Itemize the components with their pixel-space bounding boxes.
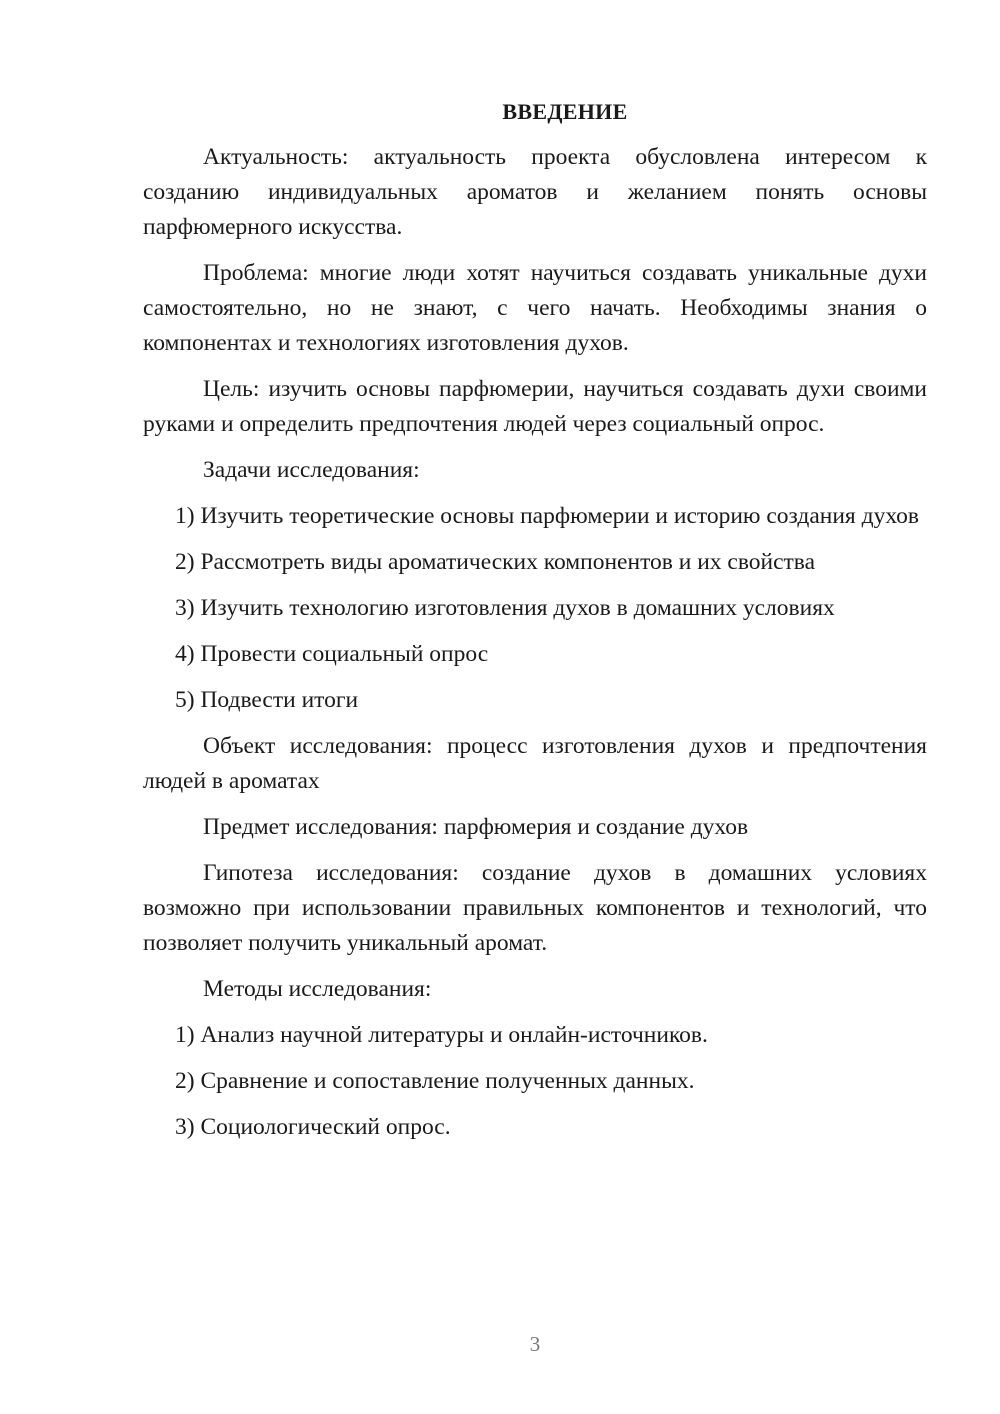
methods-heading: Методы исследования:: [203, 976, 432, 1002]
method-item: 3) Социологический опрос.: [175, 1114, 451, 1140]
task-item: 2) Рассмотреть виды ароматических компонентов и их свойства: [175, 549, 816, 575]
goal-paragraph: Цель: изучить основы парфюмерии, научиться создавать духи своими руками и определить предпочтения людей через социальный опрос.: [143, 376, 927, 437]
page-number: 3: [529, 1332, 541, 1356]
task-item: 1) Изучить теоретические основы парфюмерии и историю создания духов: [175, 503, 920, 529]
section-heading: ВВЕДЕНИЕ: [502, 99, 628, 124]
method-item: 2) Сравнение и сопоставление полученных данных.: [175, 1068, 695, 1094]
task-item: 5) Подвести итоги: [175, 687, 359, 713]
method-item: 1) Анализ научной литературы и онлайн-источников.: [175, 1022, 708, 1048]
page-content: [143, 94, 927, 1156]
problem-paragraph: Проблема: многие люди хотят научиться создавать уникальные духи самостоятельно, но не знают, с чего начать. Необходимы знания о компонентах и технологиях изготовления духов.: [143, 260, 927, 356]
task-item: 3) Изучить технологию изготовления духов в домашних условиях: [175, 595, 835, 621]
tasks-heading: Задачи исследования:: [203, 457, 420, 483]
object-paragraph: Объект исследования: процесс изготовления духов и предпочтения людей в ароматах: [143, 733, 927, 794]
subject-paragraph: Предмет исследования: парфюмерия и создание духов: [203, 814, 749, 840]
relevance-paragraph: Актуальность: актуальность проекта обусловлена интересом к созданию индивидуальных ароматов и желанием понять основы парфюмерного искусства.: [143, 144, 927, 240]
hypothesis-paragraph: Гипотеза исследования: создание духов в домашних условиях возможно при использовании правильных компонентов и технологий, что позволяет получить уникальный аромат.: [143, 860, 927, 956]
task-item: 4) Провести социальный опрос: [175, 641, 489, 667]
